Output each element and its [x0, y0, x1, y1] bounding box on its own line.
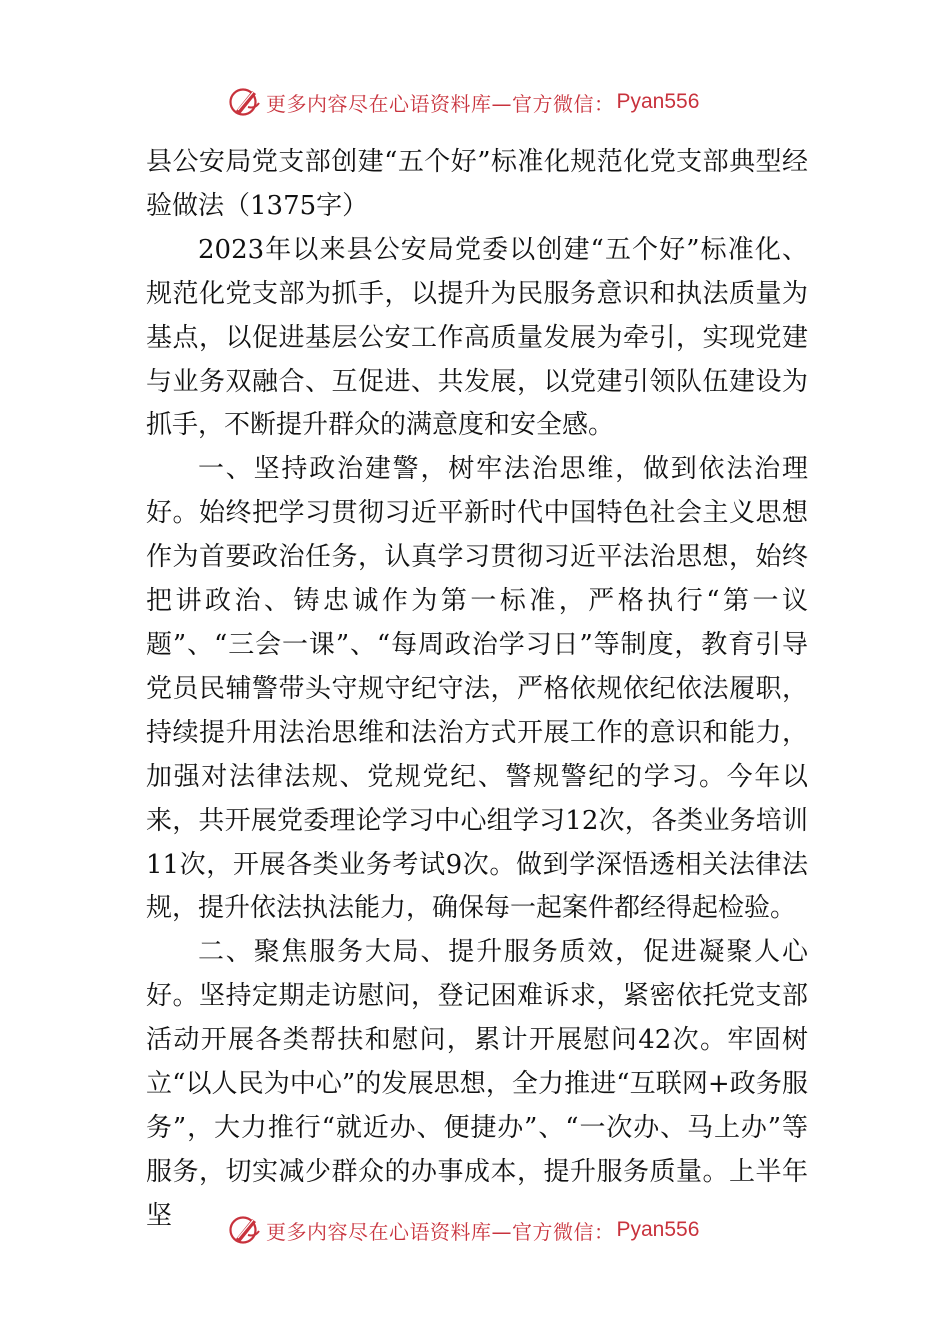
paragraph-intro: 2023年以来县公安局党委以创建“五个好”标准化、规范化党支部为抓手，以提升为民服务意识和执法质量为基点，以促进基层公安工作高质量发展为牵引，实现党建与业务双融合、互促进、共发展，以党建引领队伍建设为抓手，不断提升群众的满意度和安全感。	[146, 234, 808, 441]
document-title: 县公安局党支部创建“五个好”标准化规范化党支部典型经验做法（1375字）	[146, 147, 808, 221]
paragraph-section-two: 二、聚焦服务大局、提升服务质效，促进凝聚人心好。坚持定期走访慰问，登记困难诉求，紧密依托党支部活动开展各类帮扶和慰问，累计开展慰问42次。牢固树立“以人民为中心”的发展思想，全力推进“互联网+政务服务”，大力推行“就近办、便捷办”、“一次办、马上办”等服务，切实减少群众的办事成本，提升服务质量。上半年坚	[146, 937, 808, 1231]
paragraph-section-one: 一、坚持政治建警，树牢法治思维，做到依法治理好。始终把学习贯彻习近平新时代中国特色社会主义思想作为首要政治任务，认真学习贯彻习近平法治思想，始终把讲政治、铸忠诚作为第一标准，严格执行“第一议题”、“三会一课”、“每周政治学习日”等制度，教育引导党员民辅警带头守规守纪守法，严格依规依纪依法履职，持续提升用法治思维和法治方式开展工作的意识和能力，加强对法律法规、党规党纪、警规警纪的学习。今年以来，共开展党委理论学习中心组学习12次，各类业务培训11次，开展各类业务考试9次。做到学深悟透相关法律法规，提升依法执法能力，确保每一起案件都经得起检验。	[146, 454, 808, 924]
pen-nib-logo-icon	[228, 1213, 262, 1247]
header-banner	[228, 84, 748, 120]
banner-wechat-id: Pyan556	[616, 1218, 700, 1241]
banner-text: 更多内容尽在心语资料库—官方微信：	[266, 1219, 615, 1244]
footer-banner	[228, 1212, 748, 1248]
pen-nib-logo-icon	[228, 85, 262, 119]
banner-text: 更多内容尽在心语资料库—官方微信：	[266, 91, 615, 116]
banner-wechat-id: Pyan556	[616, 90, 700, 113]
document-body	[146, 141, 808, 1239]
